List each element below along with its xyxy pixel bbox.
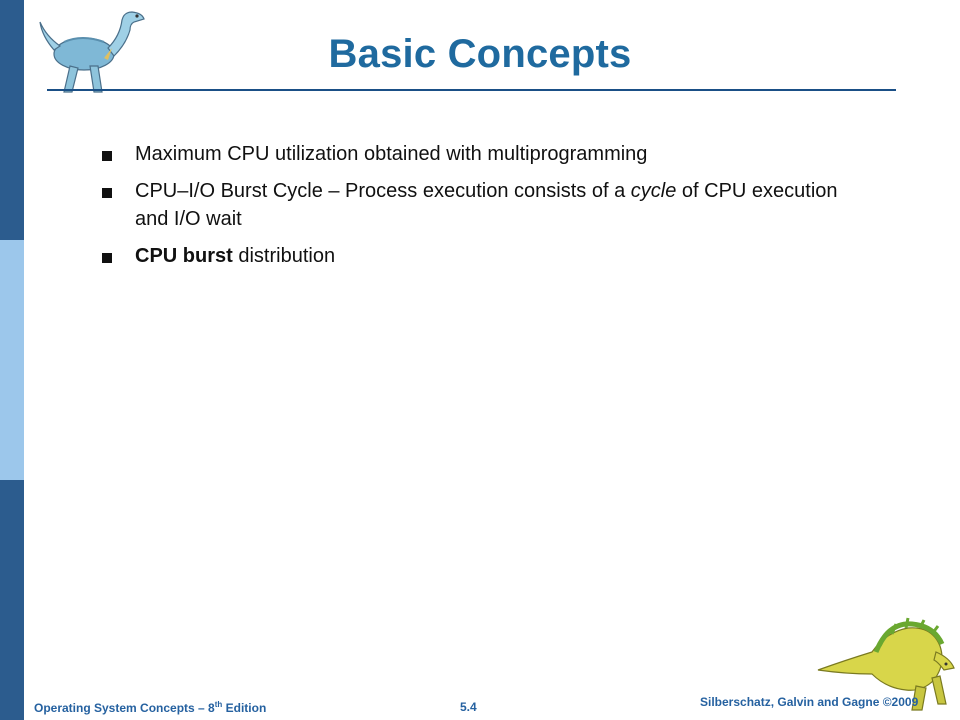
bullet-item xyxy=(102,140,872,168)
bullet-item xyxy=(102,242,872,270)
bullet-square-icon xyxy=(102,188,112,198)
bullet-text: Maximum CPU utilization obtained with multiprogramming xyxy=(135,143,648,165)
bullet-list xyxy=(102,140,872,279)
footer-book-title xyxy=(34,700,266,715)
bullet-text-bold: CPU burst xyxy=(135,245,233,267)
bullet-text-italic: cycle xyxy=(630,180,677,202)
bullet-text: of CPU execution and I/O wait xyxy=(135,180,838,230)
title-divider xyxy=(47,89,896,91)
sidebar-bar-light xyxy=(0,240,24,480)
footer-superscript: th xyxy=(214,700,223,709)
bullet-text: distribution xyxy=(232,245,336,267)
bullet-square-icon xyxy=(102,151,112,161)
bullet-item xyxy=(102,177,872,233)
footer-edition-text: Edition xyxy=(222,701,267,715)
slide-number: 5.4 xyxy=(460,700,477,714)
page-title: Basic Concepts xyxy=(328,32,632,76)
footer-authors: Silberschatz, Galvin and Gagne ©2009 xyxy=(700,695,919,709)
footer-book-title-text: Operating System Concepts – 8 xyxy=(34,701,215,715)
bullet-text: CPU–I/O Burst Cycle – Process execution consists of a xyxy=(135,180,631,202)
bullet-square-icon xyxy=(102,253,112,263)
